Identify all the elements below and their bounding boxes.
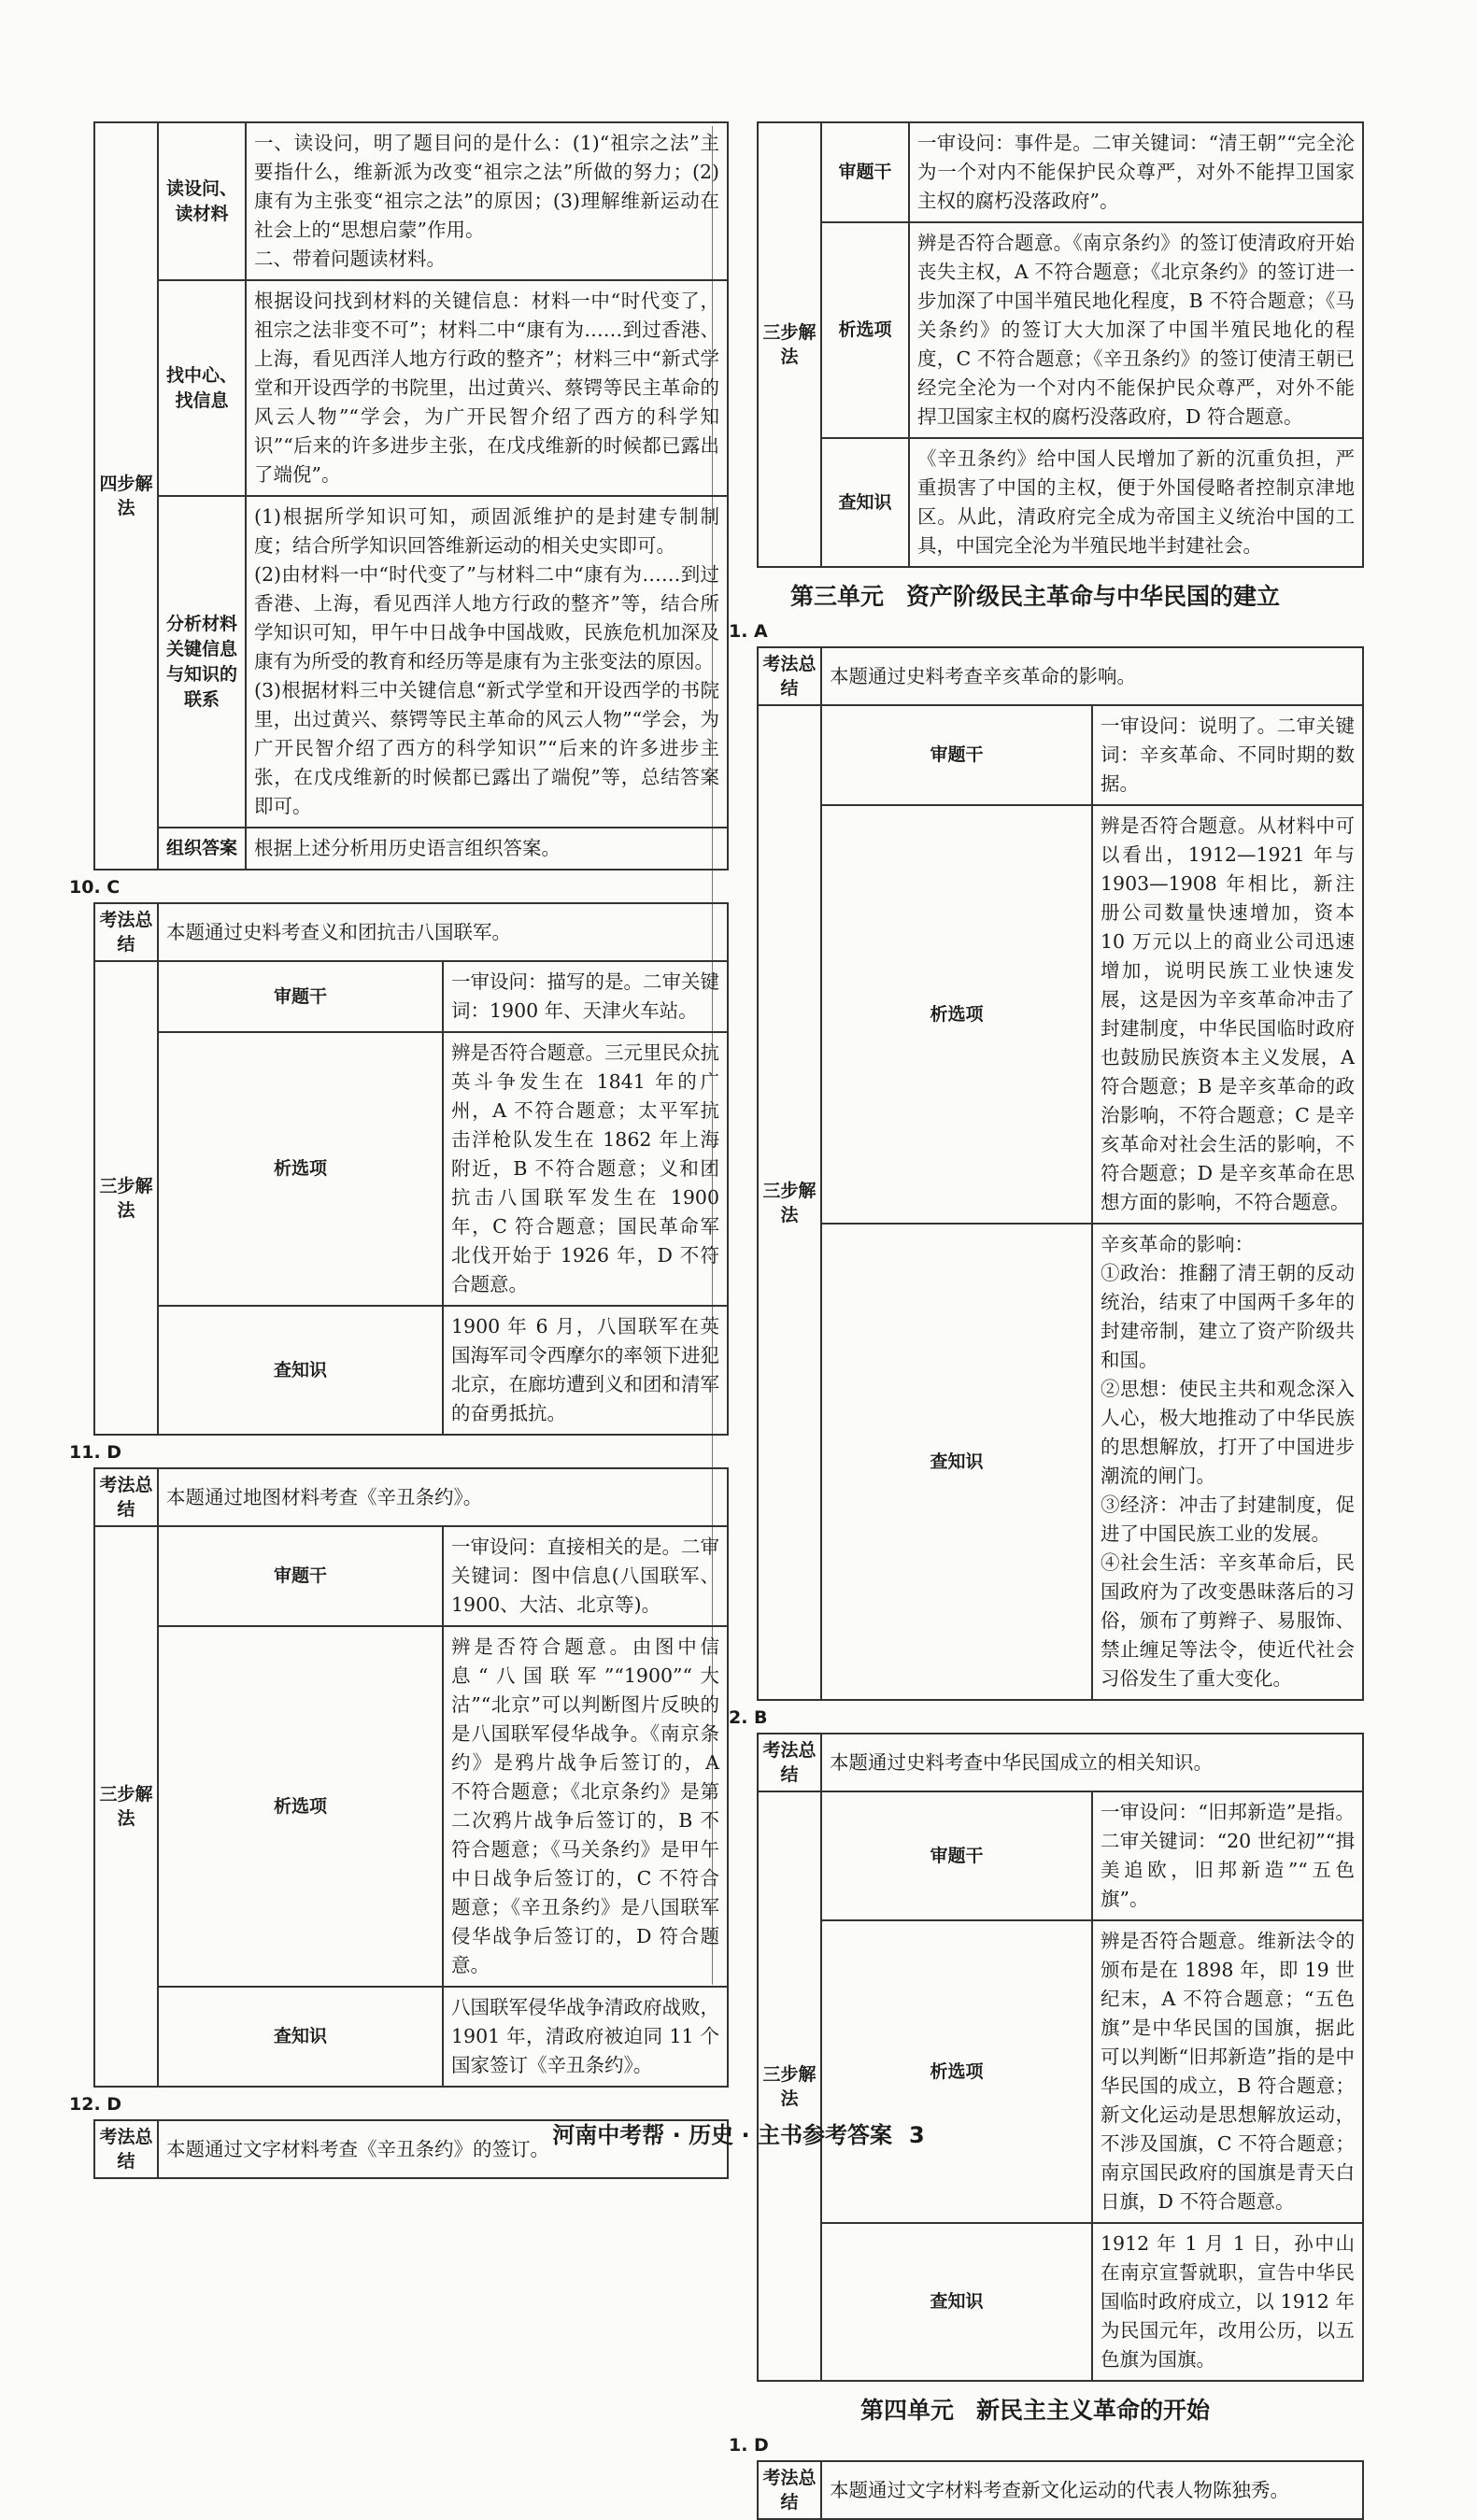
question-number: 11. D xyxy=(69,1442,122,1463)
unit-title: 新民主主义革命的开始 xyxy=(976,2397,1211,2424)
row-text: 一审设问：事件是。二审关键词：“清王朝”“完全沦为一个对内不能保护民众尊严，对外不能捍卫国家主权的腐朽没落政府”。 xyxy=(909,122,1363,222)
u3q2-answer-table xyxy=(757,1733,1364,2382)
right-column xyxy=(729,121,1364,2520)
summary-label: 考法总结 xyxy=(758,1734,821,1791)
row-text: 1912 年 1 月 1 日，孙中山在南京宣誓就职，宣告中华民国临时政府成立，以 1912 年为民国元年，改用公历，以五色旗为国旗。 xyxy=(1092,2223,1363,2381)
unit-title: 资产阶级民主革命与中华民国的建立 xyxy=(906,583,1281,610)
step-label: 三步解法 xyxy=(758,1791,821,2381)
row-text: 一审设问：“旧邦新造”是指。二审关键词：“20 世纪初”“揖美追欧，旧邦新造”“五色旗”。 xyxy=(1092,1791,1363,1920)
summary-label: 考法总结 xyxy=(94,1468,158,1526)
u4q1-answer-table xyxy=(757,2460,1364,2520)
row-text: 1900 年 6 月，八国联军在英国海军司令西摩尔的率领下进犯北京，在廊坊遭到义和团和清军的奋勇抵抗。 xyxy=(443,1306,728,1435)
row-label: 查知识 xyxy=(821,2223,1092,2381)
row-label: 析选项 xyxy=(821,1920,1092,2223)
row-label: 读设问、读材料 xyxy=(158,122,246,280)
row-label: 查知识 xyxy=(821,438,909,567)
row-label: 审题干 xyxy=(821,122,909,222)
q9-answer-table xyxy=(93,121,729,871)
row-text: 辨是否符合题意。三元里民众抗英斗争发生在 1841 年的广州，A 不符合题意；太平军抗击洋枪队发生在 1862 年上海附近，B 不符合题意；义和团抗击八国联军发生在 1900 年，C 符合题意；国民革命军北伐开始于 1926 年，D 不符合题意。 xyxy=(443,1032,728,1306)
row-text: 一、读设问，明了题目问的是什么：(1)“祖宗之法”主要指什么，维新派为改变“祖宗之法”所做的努力；(2)康有为主张变“祖宗之法”的原因；(3)理解维新运动在社会上的“思想启蒙”作用。 二、带着问题读材料。 xyxy=(246,122,728,280)
question-number: 1. A xyxy=(729,621,768,642)
row-text: 辨是否符合题意。从材料中可以看出，1912—1921 年与 1903—1908 年相比，新注册公司数量快速增加，资本 10 万元以上的商业公司迅速增加，说明民族工业快速发展，这是因为辛亥革命冲击了封建制度，中华民国临时政府也鼓励民族资本主义发展，A 符合题意；B 是辛亥革命的政治影响，不符合题意；C 是辛亥革命对社会生活的影响，不符合题意；D 是辛亥革命在思想方面的影响，不符合题意。 xyxy=(1092,805,1363,1224)
summary-label: 考法总结 xyxy=(94,903,158,961)
row-text: 一审设问：描写的是。二审关键词：1900 年、天津火车站。 xyxy=(443,961,728,1032)
summary-text: 本题通过史料考查中华民国成立的相关知识。 xyxy=(821,1734,1363,1791)
summary-text: 本题通过文字材料考查新文化运动的代表人物陈独秀。 xyxy=(821,2461,1363,2519)
summary-label: 考法总结 xyxy=(94,2120,158,2178)
step-label: 三步解法 xyxy=(94,961,158,1435)
summary-text: 本题通过文字材料考查《辛丑条约》的签订。 xyxy=(158,2120,728,2178)
u3q1-answer-table xyxy=(757,646,1364,1701)
row-text: 辨是否符合题意。由图中信息“八国联军”“1900”“大沽”“北京”可以判断图片反映的是八国联军侵华战争。《南京条约》是鸦片战争后签订的，A 不符合题意；《北京条约》是第二次鸦片战争后签订的，B 不符合题意；《马关条约》是甲午中日战争后签订的，C 不符合题意；《辛丑条约》是八国联军侵华战争后签订的，D 符合题意。 xyxy=(443,1626,728,1987)
unit-number: 第三单元 xyxy=(789,583,884,610)
q10-answer-table xyxy=(93,902,729,1436)
row-label: 查知识 xyxy=(821,1224,1092,1700)
q9-continued-table xyxy=(757,121,1364,568)
row-label: 分析材料关键信息与知识的联系 xyxy=(158,496,246,828)
row-label: 审题干 xyxy=(158,1526,443,1626)
row-label: 组织答案 xyxy=(158,828,246,870)
row-label: 查知识 xyxy=(158,1987,443,2087)
question-number: 2. B xyxy=(729,1707,768,1728)
summary-text: 本题通过史料考查义和团抗击八国联军。 xyxy=(158,903,728,961)
row-label: 审题干 xyxy=(821,705,1092,805)
row-label: 审题干 xyxy=(158,961,443,1032)
row-label: 查知识 xyxy=(158,1306,443,1435)
row-label: 析选项 xyxy=(821,805,1092,1224)
summary-text: 本题通过地图材料考查《辛丑条约》。 xyxy=(158,1468,728,1526)
q11-answer-table xyxy=(93,1467,729,2088)
row-text: 《辛丑条约》给中国人民增加了新的沉重负担，严重损害了中国的主权，便于外国侵略者控制京津地区。从此，清政府完全成为帝国主义统治中国的工具，中国完全沦为半殖民地半封建社会。 xyxy=(909,438,1363,567)
row-text: 辨是否符合题意。《南京条约》的签订使清政府开始丧失主权，A 不符合题意；《北京条约》的签订进一步加深了中国半殖民地化程度，B 不符合题意；《马关条约》的签订大大加深了中国半殖民地化的程度，C 不符合题意；《辛丑条约》的签订使清王朝已经完全沦为一个对内不能保护民众尊严，对外不能捍卫国家主权的腐朽没落政府，D 符合题意。 xyxy=(909,222,1363,438)
summary-label: 考法总结 xyxy=(758,2461,821,2519)
left-column xyxy=(69,121,729,2179)
step-label: 三步解法 xyxy=(758,122,821,567)
page-number: 3 xyxy=(908,2122,925,2148)
row-text: 一审设问：说明了。二审关键词：辛亥革命、不同时期的数据。 xyxy=(1092,705,1363,805)
question-number: 1. D xyxy=(729,2435,769,2456)
row-text: (1)根据所学知识可知，顽固派维护的是封建专制制度；结合所学知识回答维新运动的相关史实即可。 (2)由材料一中“时代变了”与材料二中“康有为……到过香港、上海，看见西洋人地方行政的整齐”等，结合所学知识可知，甲午中日战争中国战败，民族危机加深及康有为所受的教育和经历等是康有为主张变法的原因。 (3)根据材料三中关键信息“新式学堂和开设西学的书院里，出过黄兴、蔡锷等民主革命的风云人物”“学会，为广开民智介绍了西方的科学知识”“后来的许多进步主张，在戊戌维新的时候都已露出了端倪”等，总结答案即可。 xyxy=(246,496,728,828)
row-text: 辨是否符合题意。维新法令的颁布是在 1898 年，即 19 世纪末，A 不符合题意；“五色旗”是中华民国的国旗，据此可以判断“旧邦新造”指的是中华民国的成立，B 符合题意；新文化运动是思想解放运动，不涉及国旗，C 不符合题意；南京国民政府的国旗是青天白日旗，D 不符合题意。 xyxy=(1092,1920,1363,2223)
row-label: 析选项 xyxy=(158,1626,443,1987)
row-text: 根据设问找到材料的关键信息：材料一中“时代变了，祖宗之法非变不可”；材料二中“康有为……到过香港、上海，看见西洋人地方行政的整齐”；材料三中“新式学堂和开设西学的书院里，出过黄兴、蔡锷等民主革命的风云人物”“学会，为广开民智介绍了西方的科学知识”“后来的许多进步主张，在戊戌维新的时候都已露出了端倪”。 xyxy=(246,280,728,496)
row-text: 一审设问：直接相关的是。二审关键词：图中信息(八国联军、1900、大沽、北京等)。 xyxy=(443,1526,728,1626)
page-footer xyxy=(0,2117,1477,2149)
footer-title: 河南中考帮 · 历史 · 主书参考答案 xyxy=(552,2122,892,2148)
row-text: 八国联军侵华战争清政府战败，1901 年，清政府被迫同 11 个国家签订《辛丑条约》。 xyxy=(443,1987,728,2087)
unit-number: 第四单元 xyxy=(859,2397,954,2424)
question-number: 12. D xyxy=(69,2094,122,2115)
unit-heading xyxy=(729,2395,1364,2427)
step-label: 三步解法 xyxy=(94,1526,158,2087)
row-label: 析选项 xyxy=(821,222,909,438)
step-label: 三步解法 xyxy=(758,705,821,1700)
question-number: 10. C xyxy=(69,877,121,898)
row-label: 析选项 xyxy=(158,1032,443,1306)
step-label: 四步解法 xyxy=(94,122,158,870)
unit-heading xyxy=(729,581,1364,613)
row-text: 辛亥革命的影响： ①政治：推翻了清王朝的反动统治，结束了中国两千多年的封建帝制，建立了资产阶级共和国。 ②思想：使民主共和观念深入人心，极大地推动了中华民族的思想解放，打开了中国进步潮流的闸门。 ③经济：冲击了封建制度，促进了中国民族工业的发展。 ④社会生活：辛亥革命后，民国政府为了改变愚昧落后的习俗，颁布了剪辫子、易服饰、禁止缠足等法令，使近代社会习俗发生了重大变化。 xyxy=(1092,1224,1363,1700)
row-text: 根据上述分析用历史语言组织答案。 xyxy=(246,828,728,870)
row-label: 找中心、找信息 xyxy=(158,280,246,496)
row-label: 审题干 xyxy=(821,1791,1092,1920)
summary-label: 考法总结 xyxy=(758,647,821,705)
summary-text: 本题通过史料考查辛亥革命的影响。 xyxy=(821,647,1363,705)
